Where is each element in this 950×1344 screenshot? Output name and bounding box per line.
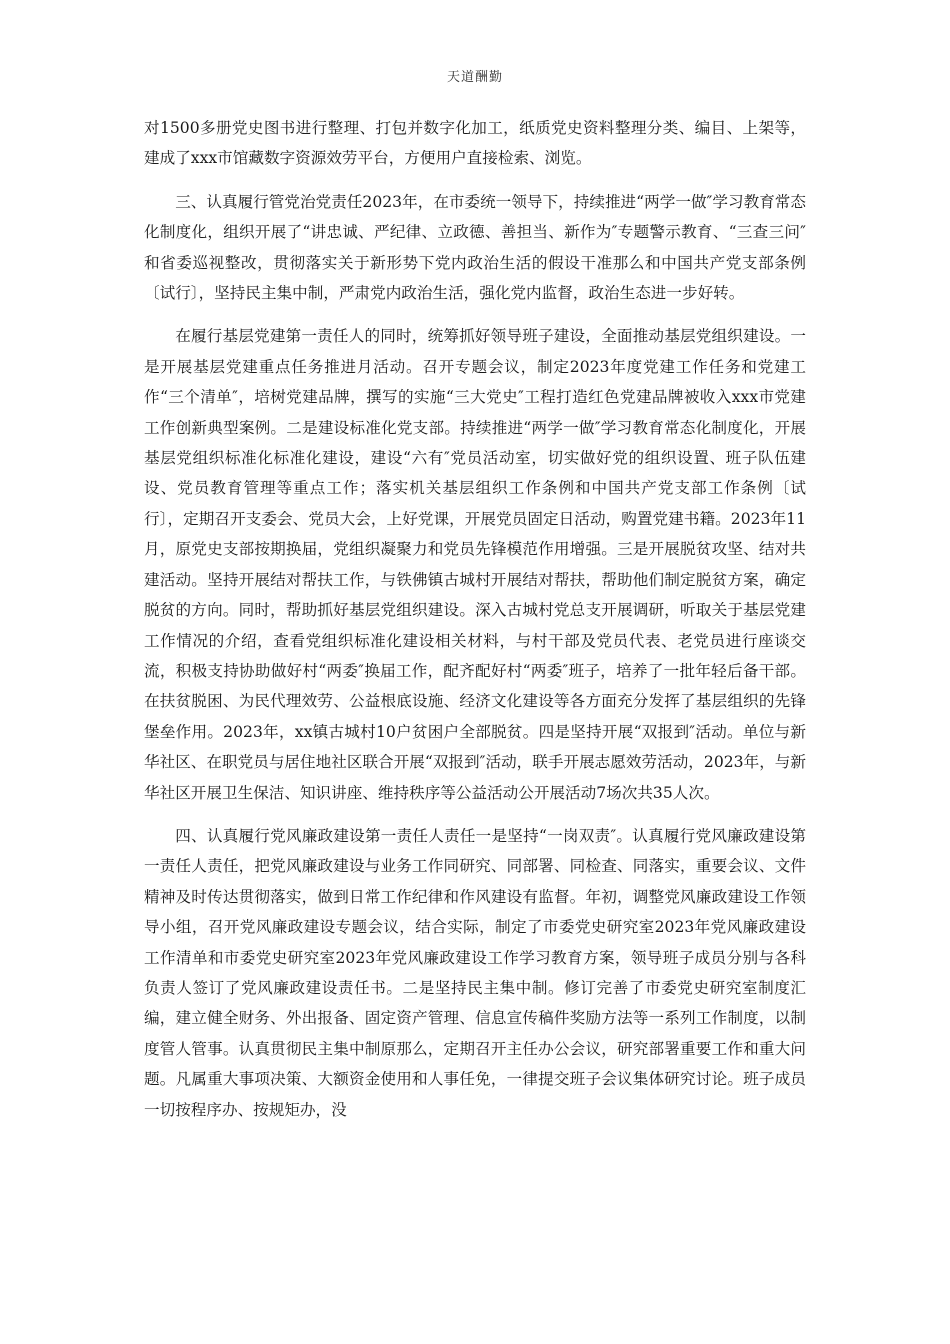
paragraph-section-three: 三、认真履行管党治党责任2023年，在市委统一领导下，持续推进“两学一做″学习教育常态化制度化，组织开展了“讲忠诚、严纪律、立政德、善担当、新作为″专题警示教育、“三查三问″和省委巡视整改，贯彻落实关于新形势下党内政治生活的假设干准那么和中国共产党支部条例〔试行〕，坚持民主集中制，严肃党内政治生活，强化党内监督，政治生态进一步好转。 [144,192,806,303]
paragraph-grassroots-party-building: 在履行基层党建第一责任人的同时，统筹抓好领导班子建设，全面推动基层党组织建设。一是开展基层党建重点任务推进月活动。召开专题会议，制定2023年度党建工作任务和党建工作“三个清单″，培树党建品牌，撰写的实施“三大党史″工程打造红色党建品牌被收入xxx市党建工作创新典型案例。二是建设标准化党支部。持续推进“两学一做″学习教育常态化制度化，开展基层党组织标准化标准化建设，建设“六有″党员活动室，切实做好党的组织设置、班子队伍建设、党员教育管理等重点工作；落实机关基层组织工作条例和中国共产党支部工作条例〔试行〕，定期召开支委会、党员大会，上好党课，开展党员固定日活动，购置党建书籍。2023年11月，原党史支部按期换届，党组织凝聚力和党员先锋模范作用增强。三是开展脱贫攻坚、结对共建活动。坚持开展结对帮扶工作，与铁佛镇古城村开展结对帮扶，帮助他们制定脱贫方案，确定脱贫的方向。同时，帮助抓好基层党组织建设。深入古城村党总支开展调研，听取关于基层党建工作情况的介绍，查看党组织标准化建设相关材料，与村干部及党员代表、老党员进行座谈交流，积极支持协助做好村“两委″换届工作，配齐配好村“两委″班子，培养了一批年轻后备干部。在扶贫脱困、为民代理效劳、公益根底设施、经济文化建设等各方面充分发挥了基层组织的先锋堡垒作用。2023年，xx镇古城村10户贫困户全部脱贫。四是坚持开展“双报到″活动。单位与新华社区、在职党员与居住地社区联合开展“双报到″活动，联手开展志愿效劳活动，2023年，与新华社区开展卫生保洁、知识讲座、维持秩序等公益活动公开展活动7场次共35人次。 [144,327,806,802]
paragraph-section-four: 四、认真履行党风廉政建设第一责任人责任一是坚持“一岗双责″。认真履行党风廉政建设第一责任人责任，把党风廉政建设与业务工作同研究、同部署、同检查、同落实，重要会议、文件精神及时传达贯彻落实，做到日常工作纪律和作风建设有监督。年初，调整党风廉政建设工作领导小组，召开党风廉政建设专题会议，结合实际，制定了市委党史研究室2023年党风廉政建设工作清单和市委党史研究室2023年党风廉政建设工作学习教育方案，领导班子成员分别与各科负责人签订了党风廉政建设责任书。二是坚持民主集中制。修订完善了市委党史研究室制度汇编，建立健全财务、外出报备、固定资产管理、信息宣传稿件奖励方法等一系列工作制度，以制度管人管事。认真贯彻民主集中制原那么，定期召开主任办公会议，研究部署重要工作和重大问题。凡属重大事项决策、大额资金使用和人事任免，一律提交班子会议集体研究讨论。班子成员一切按程序办、按规矩办，没 [144,826,806,1119]
paragraph-archive-digitization: 对1500多册党史图书进行整理、打包并数字化加工，纸质党史资料整理分类、编目、上架等，建成了xxx市馆藏数字资源效劳平台，方便用户直接检索、浏览。 [144,119,806,168]
document-body [144,113,806,1138]
page-header: 天道酬勤 [446,70,503,85]
